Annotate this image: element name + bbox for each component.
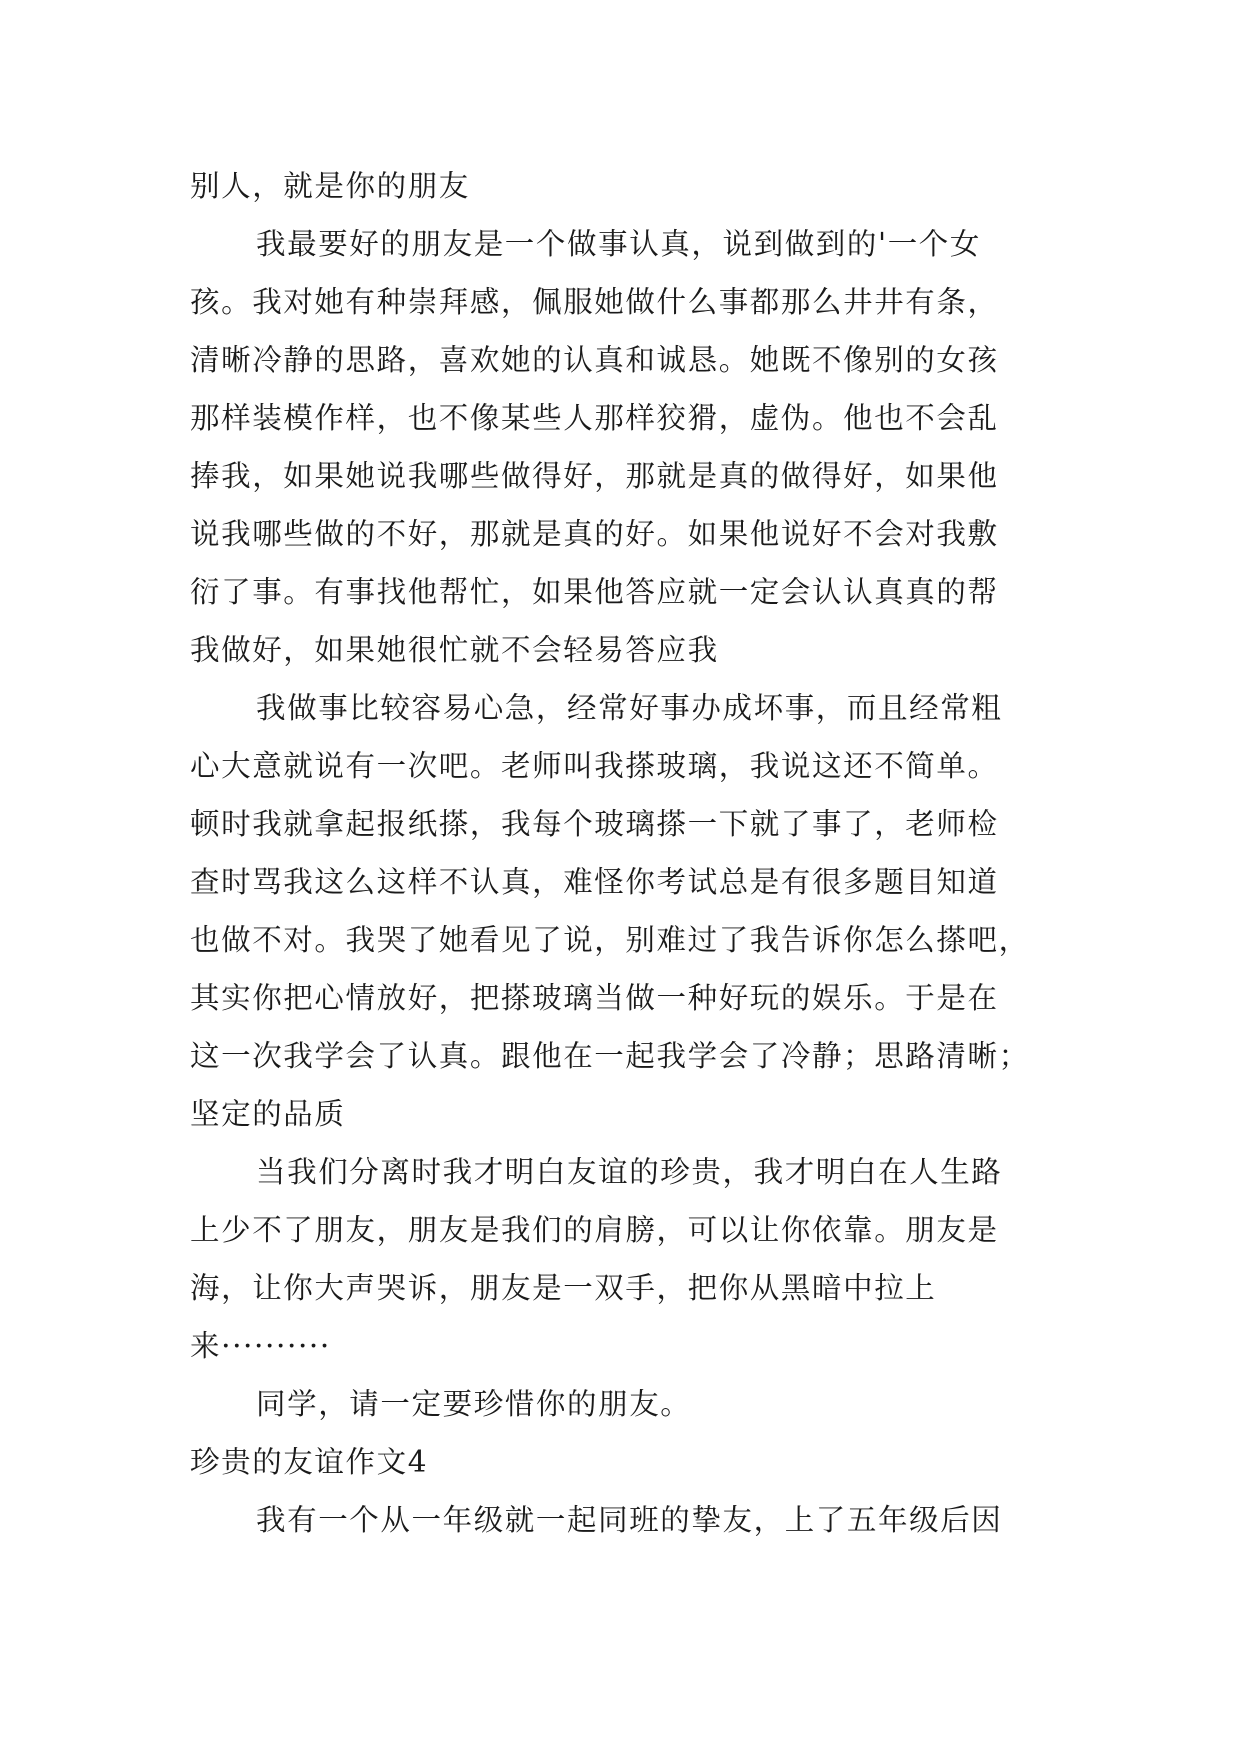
text-line: 别人，就是你的朋友 [190, 169, 470, 203]
text-line: 清晰冷静的思路，喜欢她的认真和诚恳。她既不像别的女孩 [190, 343, 999, 377]
text-line: 这一次我学会了认真。跟他在一起我学会了冷静；思路清晰； [190, 1039, 1030, 1073]
essay-heading: 珍贵的友谊作文4 [190, 1445, 429, 1479]
text-line: 坚定的品质 [190, 1097, 346, 1131]
text-line: 说我哪些做的不好，那就是真的好。如果他说好不会对我敷 [190, 517, 999, 551]
text-line: 也做不对。我哭了她看见了说，别难过了我告诉你怎么搽吧， [190, 923, 1030, 957]
text-line: 来·········· [190, 1329, 331, 1363]
paragraph-start-line: 我做事比较容易心急，经常好事办成坏事，而且经常粗 [256, 691, 1003, 725]
text-line: 上少不了朋友，朋友是我们的肩膀，可以让你依靠。朋友是 [190, 1213, 999, 1247]
text-line: 心大意就说有一次吧。老师叫我搽玻璃，我说这还不简单。 [190, 749, 999, 783]
text-line: 其实你把心情放好，把搽玻璃当做一种好玩的娱乐。于是在 [190, 981, 999, 1015]
paragraph-start-line: 我有一个从一年级就一起同班的挚友，上了五年级后因 [256, 1503, 1003, 1537]
text-line: 海，让你大声哭诉，朋友是一双手，把你从黑暗中拉上 [190, 1271, 937, 1305]
text-line: 捧我，如果她说我哪些做得好，那就是真的做得好，如果他 [190, 459, 999, 493]
text-line: 那样装模作样，也不像某些人那样狡猾，虚伪。他也不会乱 [190, 401, 999, 435]
text-line: 查时骂我这么这样不认真，难怪你考试总是有很多题目知道 [190, 865, 999, 899]
paragraph-start-line: 同学，请一定要珍惜你的朋友。 [256, 1387, 692, 1421]
text-line: 衍了事。有事找他帮忙，如果他答应就一定会认认真真的帮 [190, 575, 999, 609]
paragraph-start-line: 我最要好的朋友是一个做事认真，说到做到的'一个女 [256, 227, 982, 261]
text-line: 孩。我对她有种崇拜感，佩服她做什么事都那么井井有条， [190, 285, 999, 319]
paragraph-start-line: 当我们分离时我才明白友谊的珍贵，我才明白在人生路 [256, 1155, 1003, 1189]
text-line: 顿时我就拿起报纸搽，我每个玻璃搽一下就了事了，老师检 [190, 807, 999, 841]
text-line: 我做好，如果她很忙就不会轻易答应我 [190, 633, 719, 667]
